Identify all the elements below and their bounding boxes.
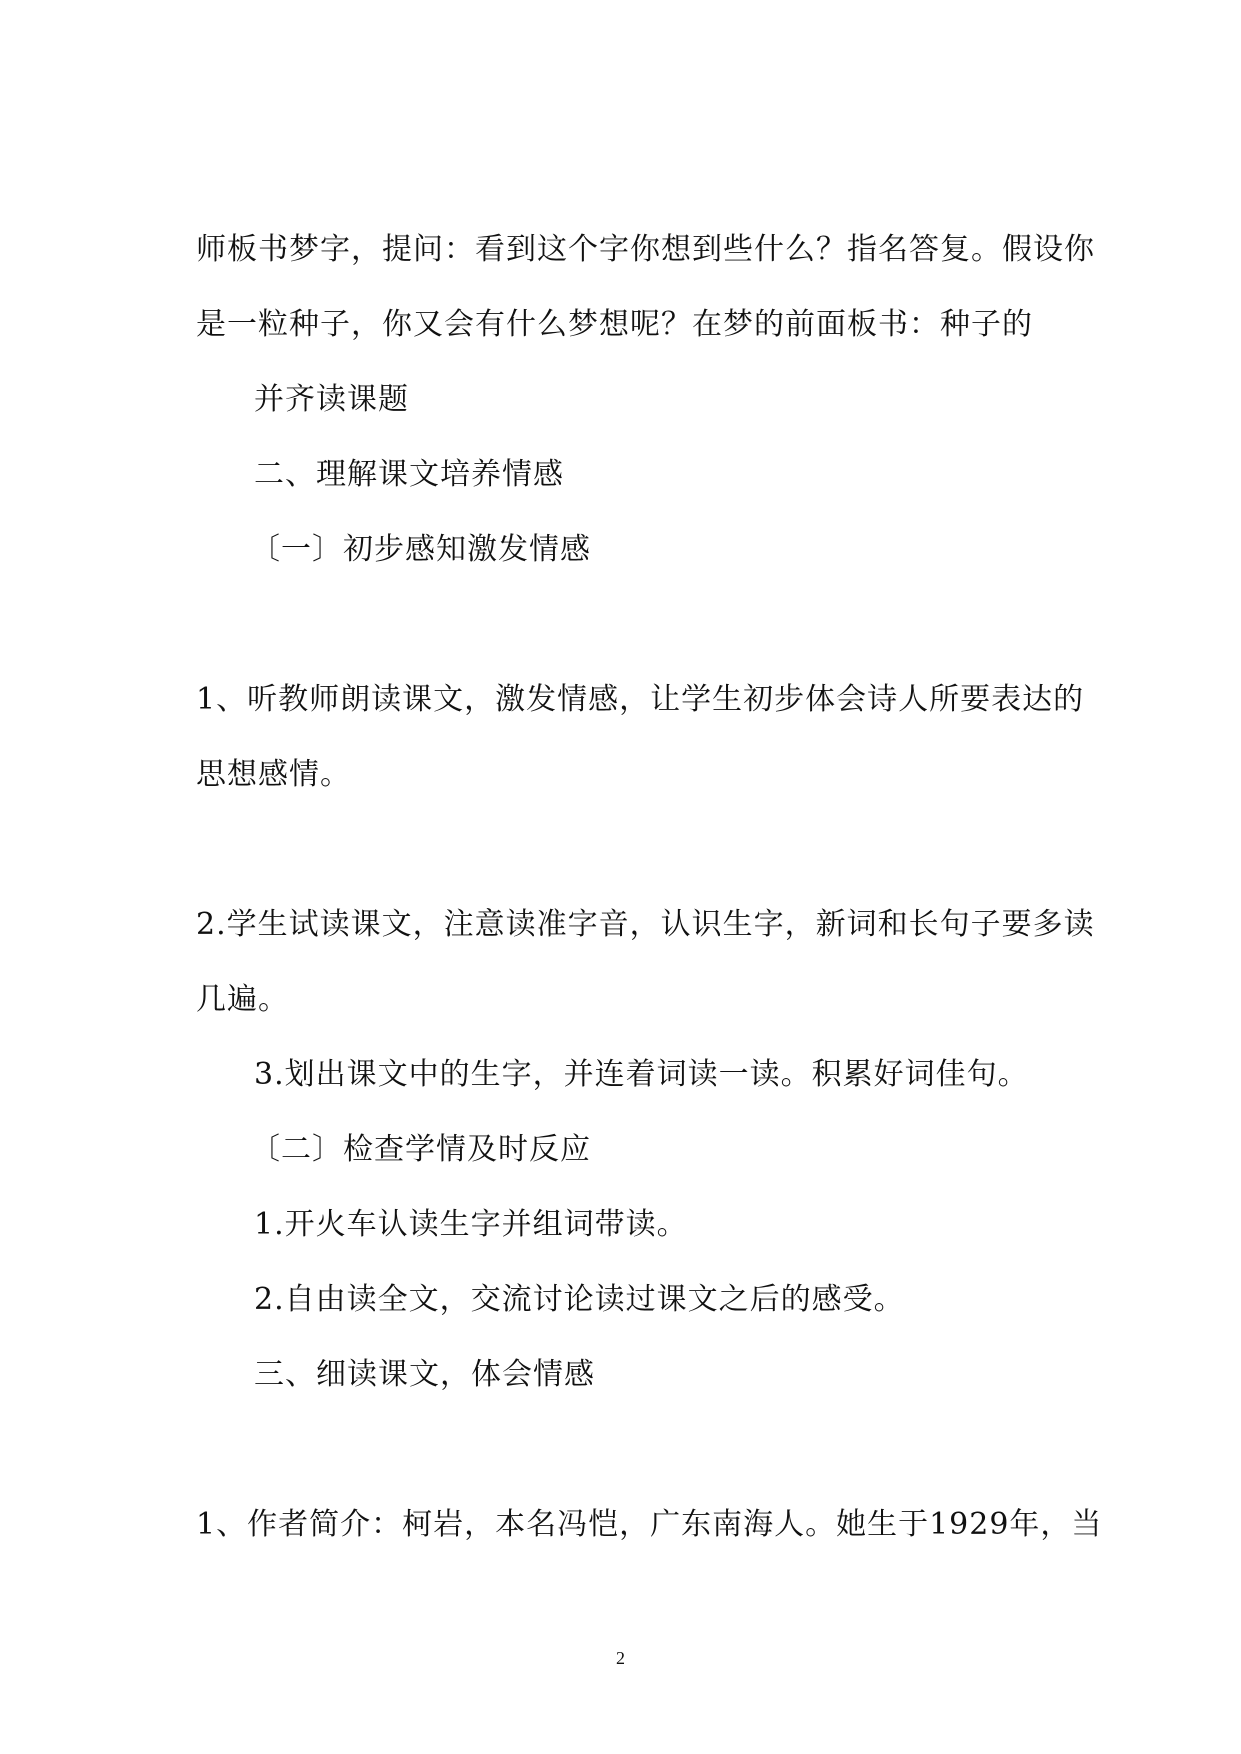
list-item: 2.学生试读课文，注意读准字音，认识生字，新词和长句子要多读 <box>196 907 1095 942</box>
section-heading: 三、细读课文，体会情感 <box>254 1357 595 1392</box>
page-number: 2 <box>616 1648 625 1668</box>
list-item: 1、作者简介：柯岩，本名冯恺，广东南海人。她生于1929年，当 <box>196 1507 1103 1542</box>
list-item: 1.开火车认读生字并组词带读。 <box>254 1207 688 1242</box>
paragraph-line: 师板书梦字，提问：看到这个字你想到些什么？指名答复。假设你 <box>196 232 1095 267</box>
list-item: 2.自由读全文，交流讨论读过课文之后的感受。 <box>254 1282 905 1317</box>
paragraph-line: 思想感情。 <box>196 757 351 792</box>
paragraph-line: 并齐读课题 <box>254 382 409 417</box>
list-item: 1、听教师朗读课文，激发情感，让学生初步体会诗人所要表达的 <box>196 682 1085 717</box>
section-heading: 二、理解课文培养情感 <box>254 457 564 492</box>
paragraph-line: 是一粒种子，你又会有什么梦想呢？在梦的前面板书：种子的 <box>196 307 1033 342</box>
subsection-heading: 〔二〕检查学情及时反应 <box>250 1132 591 1167</box>
list-item: 3.划出课文中的生字，并连着词读一读。积累好词佳句。 <box>254 1057 1029 1092</box>
subsection-heading: 〔一〕初步感知激发情感 <box>250 532 591 567</box>
paragraph-line: 几遍。 <box>196 982 289 1017</box>
